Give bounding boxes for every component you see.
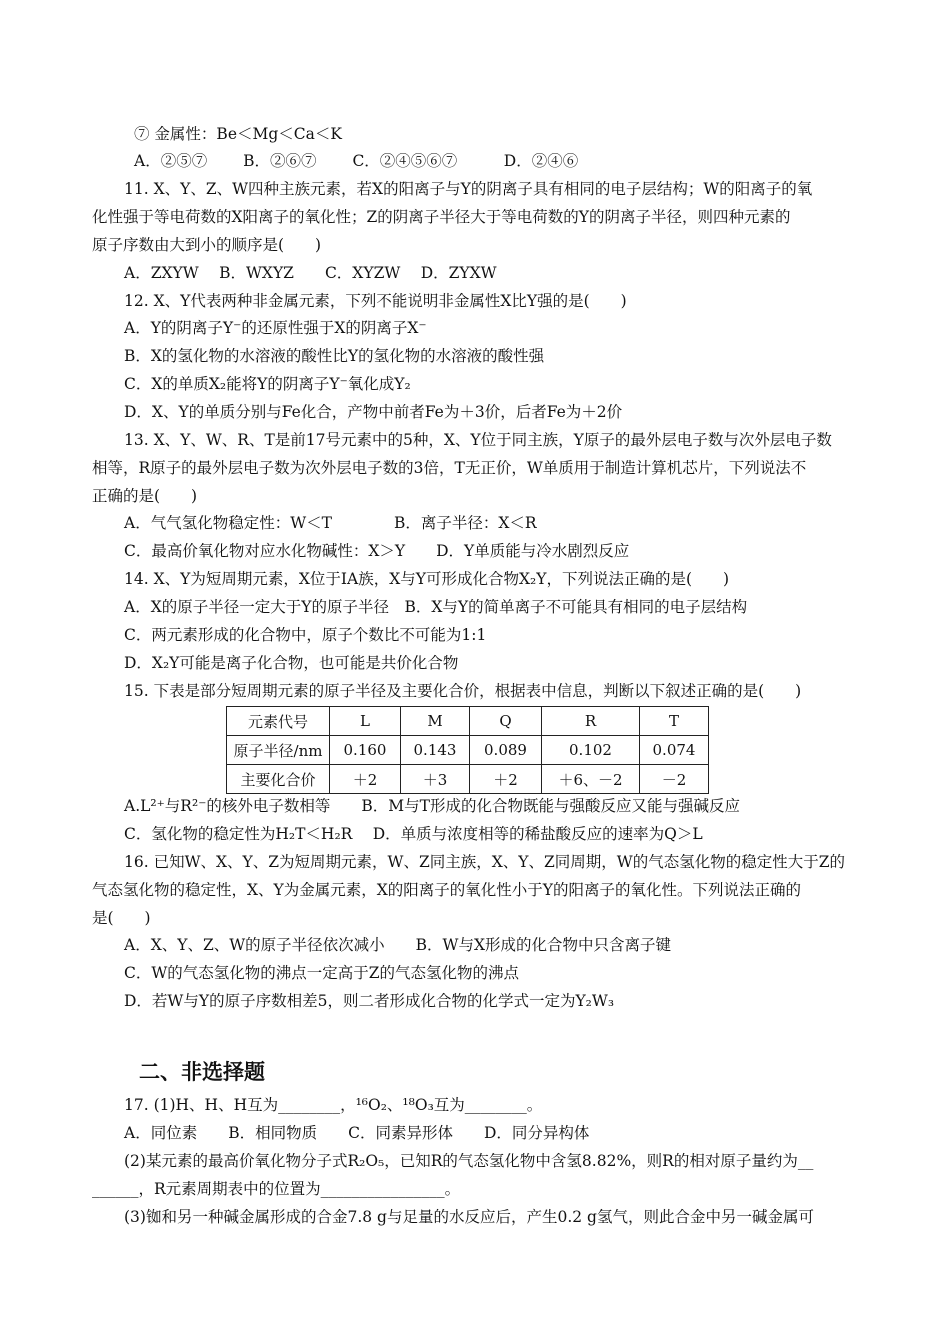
section-heading: 二、非选择题 xyxy=(139,1060,265,1084)
q12-option-a: A．Y的阴离子Y⁻的还原性强于X的阴离子X⁻ xyxy=(124,319,427,337)
q10-choices: A．②⑤⑦ B．②⑥⑦ C．②④⑤⑥⑦ D．②④⑥ xyxy=(134,152,579,170)
q14-option-d: D．X₂Y可能是离子化合物，也可能是共价化合物 xyxy=(124,654,459,672)
table-row xyxy=(227,736,709,765)
q14-options-ab: A．X的原子半径一定大于Y的原子半径 B．X与Y的简单离子不可能具有相同的电子层结构 xyxy=(124,598,748,616)
q17-part1: 17. (1)H、H、H互为________，¹⁶O₂、¹⁸O₃互为________。 xyxy=(124,1096,543,1114)
table-cell: L xyxy=(330,707,401,736)
q16-stem-1: 16. 已知W、X、Y、Z为短周期元素，W、Z同主族，X、Y、Z同周期，W的气态氢化物的稳定性大于Z的 xyxy=(124,853,845,871)
q13-options-cd: C．最高价氧化物对应水化物碱性：X＞Y D．Y单质能与冷水剧烈反应 xyxy=(124,542,630,560)
q13-options-ab: A．气气氢化物稳定性：W＜T B．离子半径：X＜R xyxy=(124,514,537,532)
q16-stem-3: 是( ) xyxy=(92,909,151,927)
table-cell: ＋6、－2 xyxy=(542,765,640,794)
table-header-row xyxy=(227,707,709,736)
table-cell: 0.074 xyxy=(640,736,709,765)
element-table xyxy=(226,706,709,794)
table-cell: 0.160 xyxy=(330,736,401,765)
q11-choices: A．ZXYW B．WXYZ C．XYZW D．ZYXW xyxy=(124,264,497,282)
q17-choices: A．同位素 B．相同物质 C．同素异形体 D．同分异构体 xyxy=(124,1124,590,1142)
q16-options-ab: A．X、Y、Z、W的原子半径依次减小 B．W与X形成的化合物中只含离子键 xyxy=(124,936,672,954)
q15-options-cd: C．氢化物的稳定性为H₂T＜H₂R D．单质与浓度相等的稀盐酸反应的速率为Q＞L xyxy=(124,825,703,843)
q15-options-ab: A.L²⁺与R²⁻的核外电子数相等 B．M与T形成的化合物既能与强酸反应又能与强碱反应 xyxy=(124,797,740,815)
q12-stem: 12. X、Y代表两种非金属元素，下列不能说明非金属性X比Y强的是( ) xyxy=(124,292,627,310)
table-cell: R xyxy=(542,707,640,736)
table-row xyxy=(227,765,709,794)
table-cell: ＋3 xyxy=(401,765,470,794)
table-cell: －2 xyxy=(640,765,709,794)
q11-stem-2: 化性强于等电荷数的X阳离子的氧化性；Z的阴离子半径大于等电荷数的Y的阴离子半径，则四种元素的 xyxy=(92,208,791,226)
q11-stem-1: 11. X、Y、Z、W四种主族元素，若X的阳离子与Y的阴离子具有相同的电子层结构；W的阳离子的氧 xyxy=(124,180,813,198)
q12-option-c: C．X的单质X₂能将Y的阴离子Y⁻氧化成Y₂ xyxy=(124,375,411,393)
q16-option-d: D．若W与Y的原子序数相差5，则二者形成化合物的化学式一定为Y₂W₃ xyxy=(124,992,615,1010)
q13-stem-3: 正确的是( ) xyxy=(92,487,198,505)
q11-stem-3: 原子序数由大到小的顺序是( ) xyxy=(92,236,322,254)
table-cell: Q xyxy=(470,707,542,736)
q15-stem: 15. 下表是部分短周期元素的原子半径及主要化合价，根据表中信息，判断以下叙述正确的是( ) xyxy=(124,682,802,700)
table-cell: 0.089 xyxy=(470,736,542,765)
table-cell: 元素代号 xyxy=(227,707,330,736)
q17-part2-2: ______，R元素周期表中的位置为________________。 xyxy=(92,1180,461,1198)
q12-option-b: B．X的氢化物的水溶液的酸性比Y的氢化物的水溶液的酸性强 xyxy=(124,347,545,365)
table-cell: ＋2 xyxy=(330,765,401,794)
table-cell: ＋2 xyxy=(470,765,542,794)
q14-option-c: C．两元素形成的化合物中，原子个数比不可能为1:1 xyxy=(124,626,487,644)
q17-part2-1: (2)某元素的最高价氧化物分子式R₂O₅，已知R的气态氢化物中含氢8.82%，则R的相对原子量约为__ xyxy=(124,1152,814,1170)
table-cell: 0.143 xyxy=(401,736,470,765)
q13-stem-1: 13. X、Y、W、R、T是前17号元素中的5种，X、Y位于同主族，Y原子的最外层电子数与次外层电子数 xyxy=(124,431,832,449)
table-cell: 原子半径/nm xyxy=(227,736,330,765)
q13-stem-2: 相等，R原子的最外层电子数为次外层电子数的3倍，T无正价，W单质用于制造计算机芯片，下列说法不 xyxy=(92,459,807,477)
q16-stem-2: 气态氢化物的稳定性，X、Y为金属元素，X的阳离子的氧化性小于Y的阳离子的氧化性。下列说法正确的 xyxy=(92,881,802,899)
table-cell: 主要化合价 xyxy=(227,765,330,794)
table-cell: T xyxy=(640,707,709,736)
q14-stem: 14. X、Y为短周期元素，X位于ⅠA族，X与Y可形成化合物X₂Y，下列说法正确的是( ) xyxy=(124,570,730,588)
q12-option-d: D．X、Y的单质分别与Fe化合，产物中前者Fe为＋3价，后者Fe为＋2价 xyxy=(124,403,623,421)
table-cell: M xyxy=(401,707,470,736)
q17-part3: (3)铷和另一种碱金属形成的合金7.8 g与足量的水反应后，产生0.2 g氢气，则此合金中另一碱金属可 xyxy=(124,1208,814,1226)
q16-option-c: C．W的气态氢化物的沸点一定高于Z的气态氢化物的沸点 xyxy=(124,964,520,982)
q10-option-7: ⑦ 金属性：Be＜Mg＜Ca＜K xyxy=(134,125,342,143)
table-cell: 0.102 xyxy=(542,736,640,765)
